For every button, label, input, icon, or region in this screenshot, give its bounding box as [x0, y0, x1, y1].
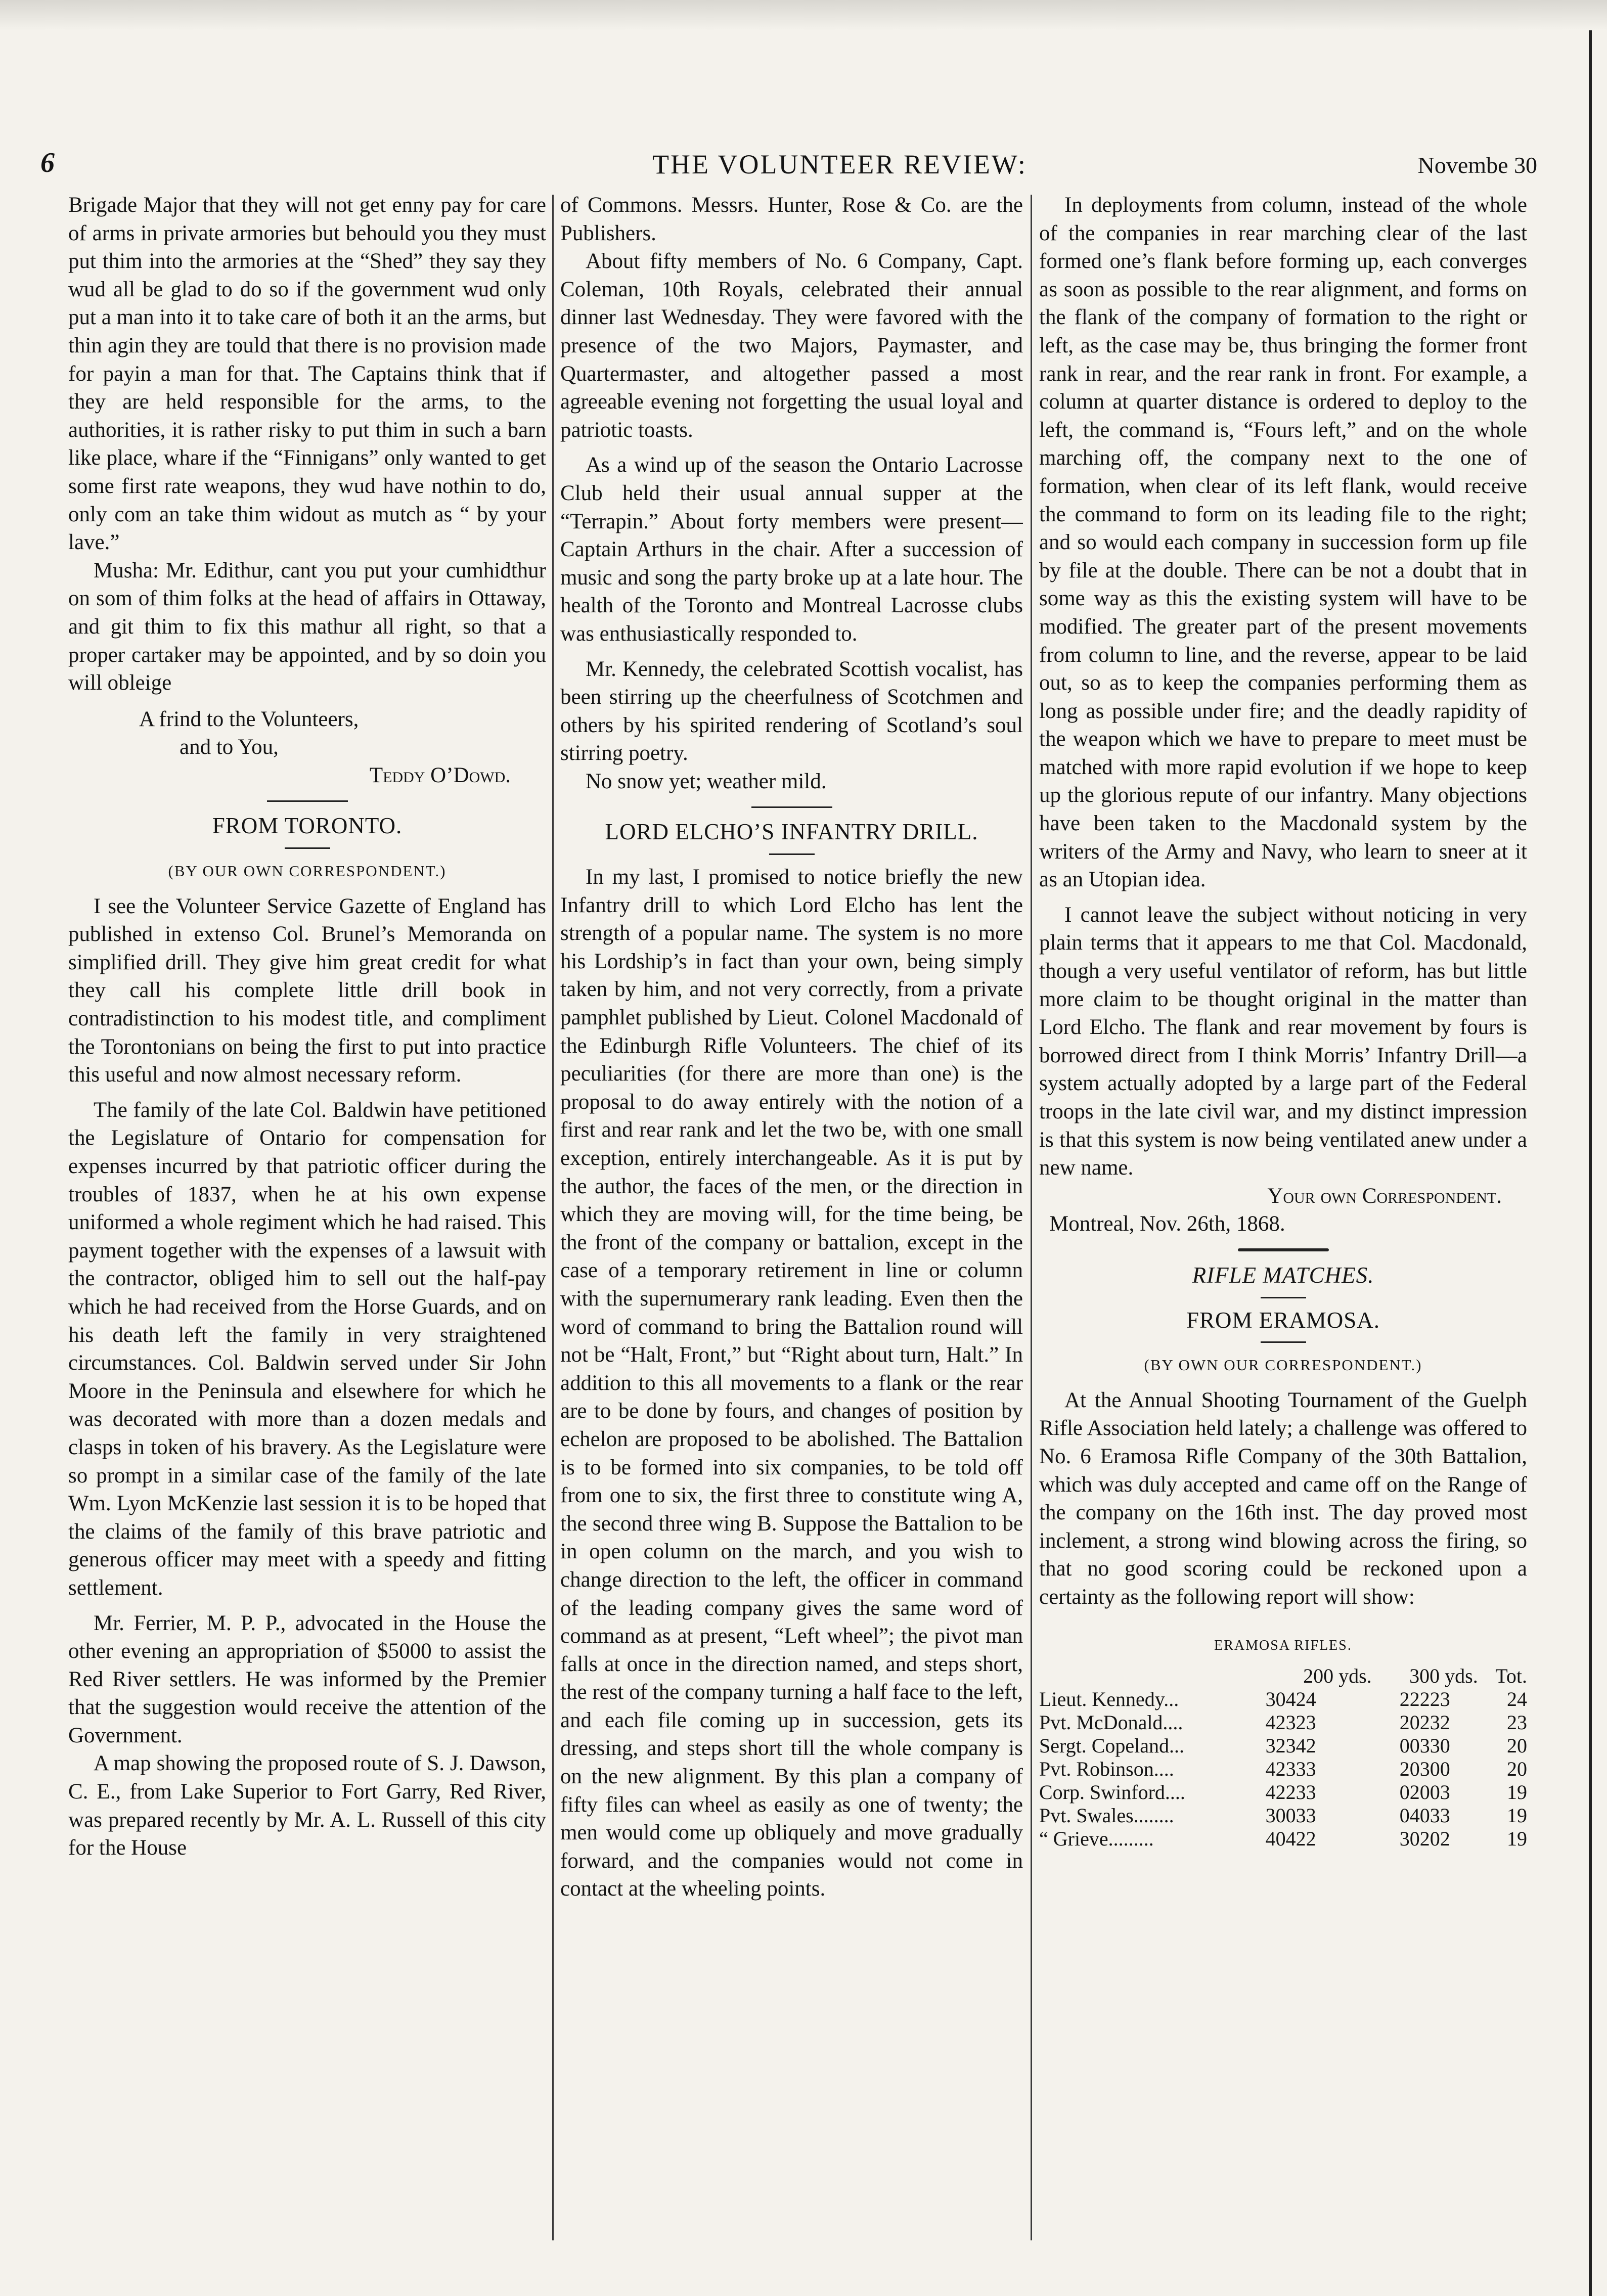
article-paragraph: A map showing the proposed route of S. J. Dawson, C. E., from Lake Superior to Fort Garry, Red River, was prepared recently by Mr. A. L. Russell of this city for the House — [68, 1751, 546, 1860]
section-title-rifle: RIFLE MATCHES. — [1192, 1262, 1374, 1288]
table-header: 200 yds. — [1303, 1664, 1372, 1688]
section-rule — [267, 800, 348, 802]
page-number: 6 — [40, 147, 55, 178]
article-paragraph: No snow yet; weather mild. — [586, 769, 827, 793]
table-header: Tot. — [1495, 1664, 1527, 1688]
article-paragraph: I see the Volunteer Service Gazette of England has published in extenso Col. Brunel’s Memoranda on simplified drill. They give him great credit for what they call his complete little drill book in contradistinction to his modest title, and compliment the Torontonians on being the first to put into practice this useful and now almost necessary reform. — [68, 894, 546, 1087]
article-paragraph: About fifty members of No. 6 Company, Capt. Coleman, 10th Royals, celebrated their annual dinner last Wednesday. They were favored with the presence of the two Majors, Paymaster, and Quartermaster, and altogether passed a most agreeable evening not forgetting the usual loyal and patriotic toasts. — [560, 249, 1023, 442]
table-row: Corp. Swinford.... 42233 02003 19 — [1039, 1781, 1527, 1804]
title-rule — [1261, 1297, 1306, 1298]
column-2 — [560, 191, 1023, 2245]
correspondent-signoff: Your own Correspondent. — [1267, 1184, 1502, 1208]
column-divider-1 — [552, 195, 554, 2240]
signoff-line-2: and to You, — [180, 735, 279, 759]
article-continuation: of Commons. Messrs. Hunter, Rose & Co. are the Publishers. — [560, 193, 1023, 245]
title-rule — [285, 847, 330, 849]
letter-continuation: Brigade Major that they will not get enny pay for care of arms in private armories but behould you they must put thim into the armories at the “Shed” they say they wud all be glad to do so if the government wud only put a man into it to take care of both it an the arms, but thin agin they are tould that there is no provision made for payin a man for that. The Captains think that if they are held responsible for the arms, to the authorities, it is rather risky to put thim in such a barn like place, whare if the “Finnigans” only wanted to get some first rate weapons, they wud have nothin to do, only com an take thim widout as mutch as “ by your lave.” — [68, 193, 546, 555]
section-title-toronto: FROM TORONTO. — [212, 813, 403, 839]
article-paragraph: At the Annual Shooting Tournament of the Guelph Rifle Association held lately; a challenge was offered to No. 6 Eramosa Rifle Company of the 30th Battalion, which was duly accepted and came off on the Range of the company on the 16th inst. The day proved most inclement, a strong wind blowing across the firing, so that no good scoring could be reckoned upon a certainty as the following report will show: — [1039, 1388, 1527, 1609]
score-table — [1039, 1664, 1527, 1851]
table-row: “ Grieve......... 40422 30202 19 — [1039, 1827, 1527, 1851]
section-title-eramosa: FROM ERAMOSA. — [1186, 1307, 1380, 1333]
column-divider-2 — [1031, 195, 1032, 2240]
article-paragraph: Mr. Ferrier, M. P. P., advocated in the House the other evening an appropriation of $5000 to assist the Red River settlers. He was informed by the Premier that the suggestion would receive the attention of the Government. — [68, 1611, 546, 1747]
byline-eramosa: (BY OWN OUR CORRESPONDENT.) — [1144, 1356, 1422, 1374]
section-rule — [1238, 1248, 1329, 1251]
page-header — [40, 147, 1537, 192]
table-row: Lieut. Kennedy... 30424 22223 24 — [1039, 1688, 1527, 1711]
article-paragraph: In deployments from column, instead of the whole of the companies in rear marching clear of the last formed one’s flank before forming up, each converges as soon as possible to the rear alignment, and forms on the flank of the company of formation to the right or left, as the case may be, thus bringing the former front rank in rear, and the rear rank in front. For example, a column at quarter distance is ordered to deploy to the left, the command is, “Fours left,” and on the whole marching off, the company next to the one of formation, when clear of its left flank, would receive the command to form on its leading file to the right; and so would each company in succession form up file by file at the double. There can be not a doubt that in some way as this the existing system will have to be modified. The greater part of the present movements from column to line, and the reverse, appear to be laid out, so as to keep the companies performing them as long as possible under fire; and the deadly rapidity of the weapon which we have to prepare to meet must be matched with more rapid evolution if we hope to keep up the glorious repute of our infantry. Many objections have been taken to the Macdonald system by the writers of the Army and Navy, who learn to sneer at it as an Utopian idea. — [1039, 193, 1527, 892]
table-row: Pvt. Swales........ 30033 04033 19 — [1039, 1804, 1527, 1827]
section-rule — [751, 806, 832, 808]
table-row: Sergt. Copeland... 32342 00330 20 — [1039, 1734, 1527, 1758]
column-3 — [1039, 191, 1527, 2245]
masthead: THE VOLUNTEER REVIEW: — [652, 149, 1027, 179]
table-caption: ERAMOSA RIFLES. — [1214, 1637, 1352, 1653]
article-paragraph: Mr. Kennedy, the celebrated Scottish vocalist, has been stirring up the cheerfulness of Scotchmen and others by his spirited rendering of Scotland’s soul stirring poetry. — [560, 657, 1023, 766]
letter-paragraph: Musha: Mr. Edithur, cant you put your cumhidthur on som of thim folks at the head of affairs in Ottaway, and git thim to fix this mathur all right, so that a proper cartaker may be appointed, and by so doin you will obleige — [68, 558, 546, 695]
article-paragraph: In my last, I promised to notice briefly the new Infantry drill to which Lord Elcho has lent the strength of a popular name. The system is no more his Lordship’s in fact than your own, being simply taken by him, and not very correctly, from a private pamphlet published by Lieut. Colonel Macdonald of the Edinburgh Rifle Volunteers. The chief of its peculiarities (for there are more than one) is the proposal to do away entirely with the notion of a first and rear rank and let the two be, with one small exception, entirely interchangeable. As it is put by the author, the faces of the men, or the direction in which they are moving will, for the time being, be the front of the company or battalion, except in the case of a temporary retirement in line or column with the supernumerary rank leading. Even then the word of command to bring the Battalion round will not be “Halt, Front,” but “Right about turn, Halt.” In addition to this all movements to a flank or the rear are to be done by fours, and changes of position by echelon are proposed to be abolished. The Battalion is to be formed into six companies, to be told off from one to six, the first three to constitute wing A, the second three wing B. Suppose the Battalion to be in open column on the march, and you wish to change direction to the left, the officer in command of the leading company gives the same word of command as at present, “Left wheel”; the pivot man falls at once in the direction named, and steps short, the rest of the company turning a half face to the left, and each file coming up in succession, gets its dressing, and steps short till the whole company is on the new alignment. By this plan a company of fifty files can wheel as easily as one of twenty; the men would come up obliquely and move gradually forward, and the companies would not come in contact at the wheeling points. — [560, 865, 1023, 1901]
page-right-edge — [1589, 30, 1592, 2296]
signoff-line-1: A frind to the Volunteers, — [139, 707, 359, 731]
issue-date: Novembe 30 — [1417, 152, 1537, 178]
page-top-edge — [0, 0, 1607, 30]
dateline: Montreal, Nov. 26th, 1868. — [1049, 1212, 1285, 1236]
article-paragraph: The family of the late Col. Baldwin have petitioned the Legislature of Ontario for compensation for expenses incurred by that patriotic officer during the troubles of 1837, when he at his own expense uniformed a whole regiment which he had raised. This payment together with the expenses of a lawsuit with the contractor, obliged him to sell out the half-pay which he had received from the Horse Guards, and on his death left the family in very straightened circumstances. Col. Baldwin served under Sir John Moore in the Peninsula and elsewhere for which he was decorated with more than a dozen medals and clasps in token of his bravery. As the Legislature were so prompt in a similar case of the family of the late Wm. Lyon McKenzie last session it is to be hoped that the claims of the family of this brave patriotic and generous officer may meet with a speedy and fitting settlement. — [68, 1098, 546, 1600]
article-paragraph: I cannot leave the subject without noticing in very plain terms that it appears to me that Col. Macdonald, though a very useful ventilator of reform, has but little more claim to be thought original in the matter than Lord Elcho. The flank and rear movement by fours is borrowed direct from I think Morris’ Infantry Drill—a system actually adopted by a large part of the Federal troops in the late civil war, and my distinct impression is that this system is now being ventilated anew under a new name. — [1039, 903, 1527, 1180]
table-row: Pvt. Robinson.... 42333 20300 20 — [1039, 1758, 1527, 1781]
byline-toronto: (BY OUR OWN CORRESPONDENT.) — [168, 862, 447, 880]
table-header: 300 yds. — [1409, 1664, 1478, 1688]
title-rule — [1261, 1341, 1306, 1343]
section-title-elcho: LORD ELCHO’S INFANTRY DRILL. — [605, 819, 978, 845]
signoff-name: Teddy O’Dowd. — [369, 763, 511, 787]
column-1 — [68, 191, 546, 2245]
title-rule — [769, 853, 815, 855]
article-paragraph: As a wind up of the season the Ontario Lacrosse Club held their usual annual supper at the “Terrapin.” About forty members were present—Captain Arthurs in the chair. After a succession of music and song the party broke up at a late hour. The health of the Toronto and Montreal Lacrosse clubs was enthusiastically responded to. — [560, 453, 1023, 646]
table-row: Pvt. McDonald.... 42323 20232 23 — [1039, 1711, 1527, 1734]
